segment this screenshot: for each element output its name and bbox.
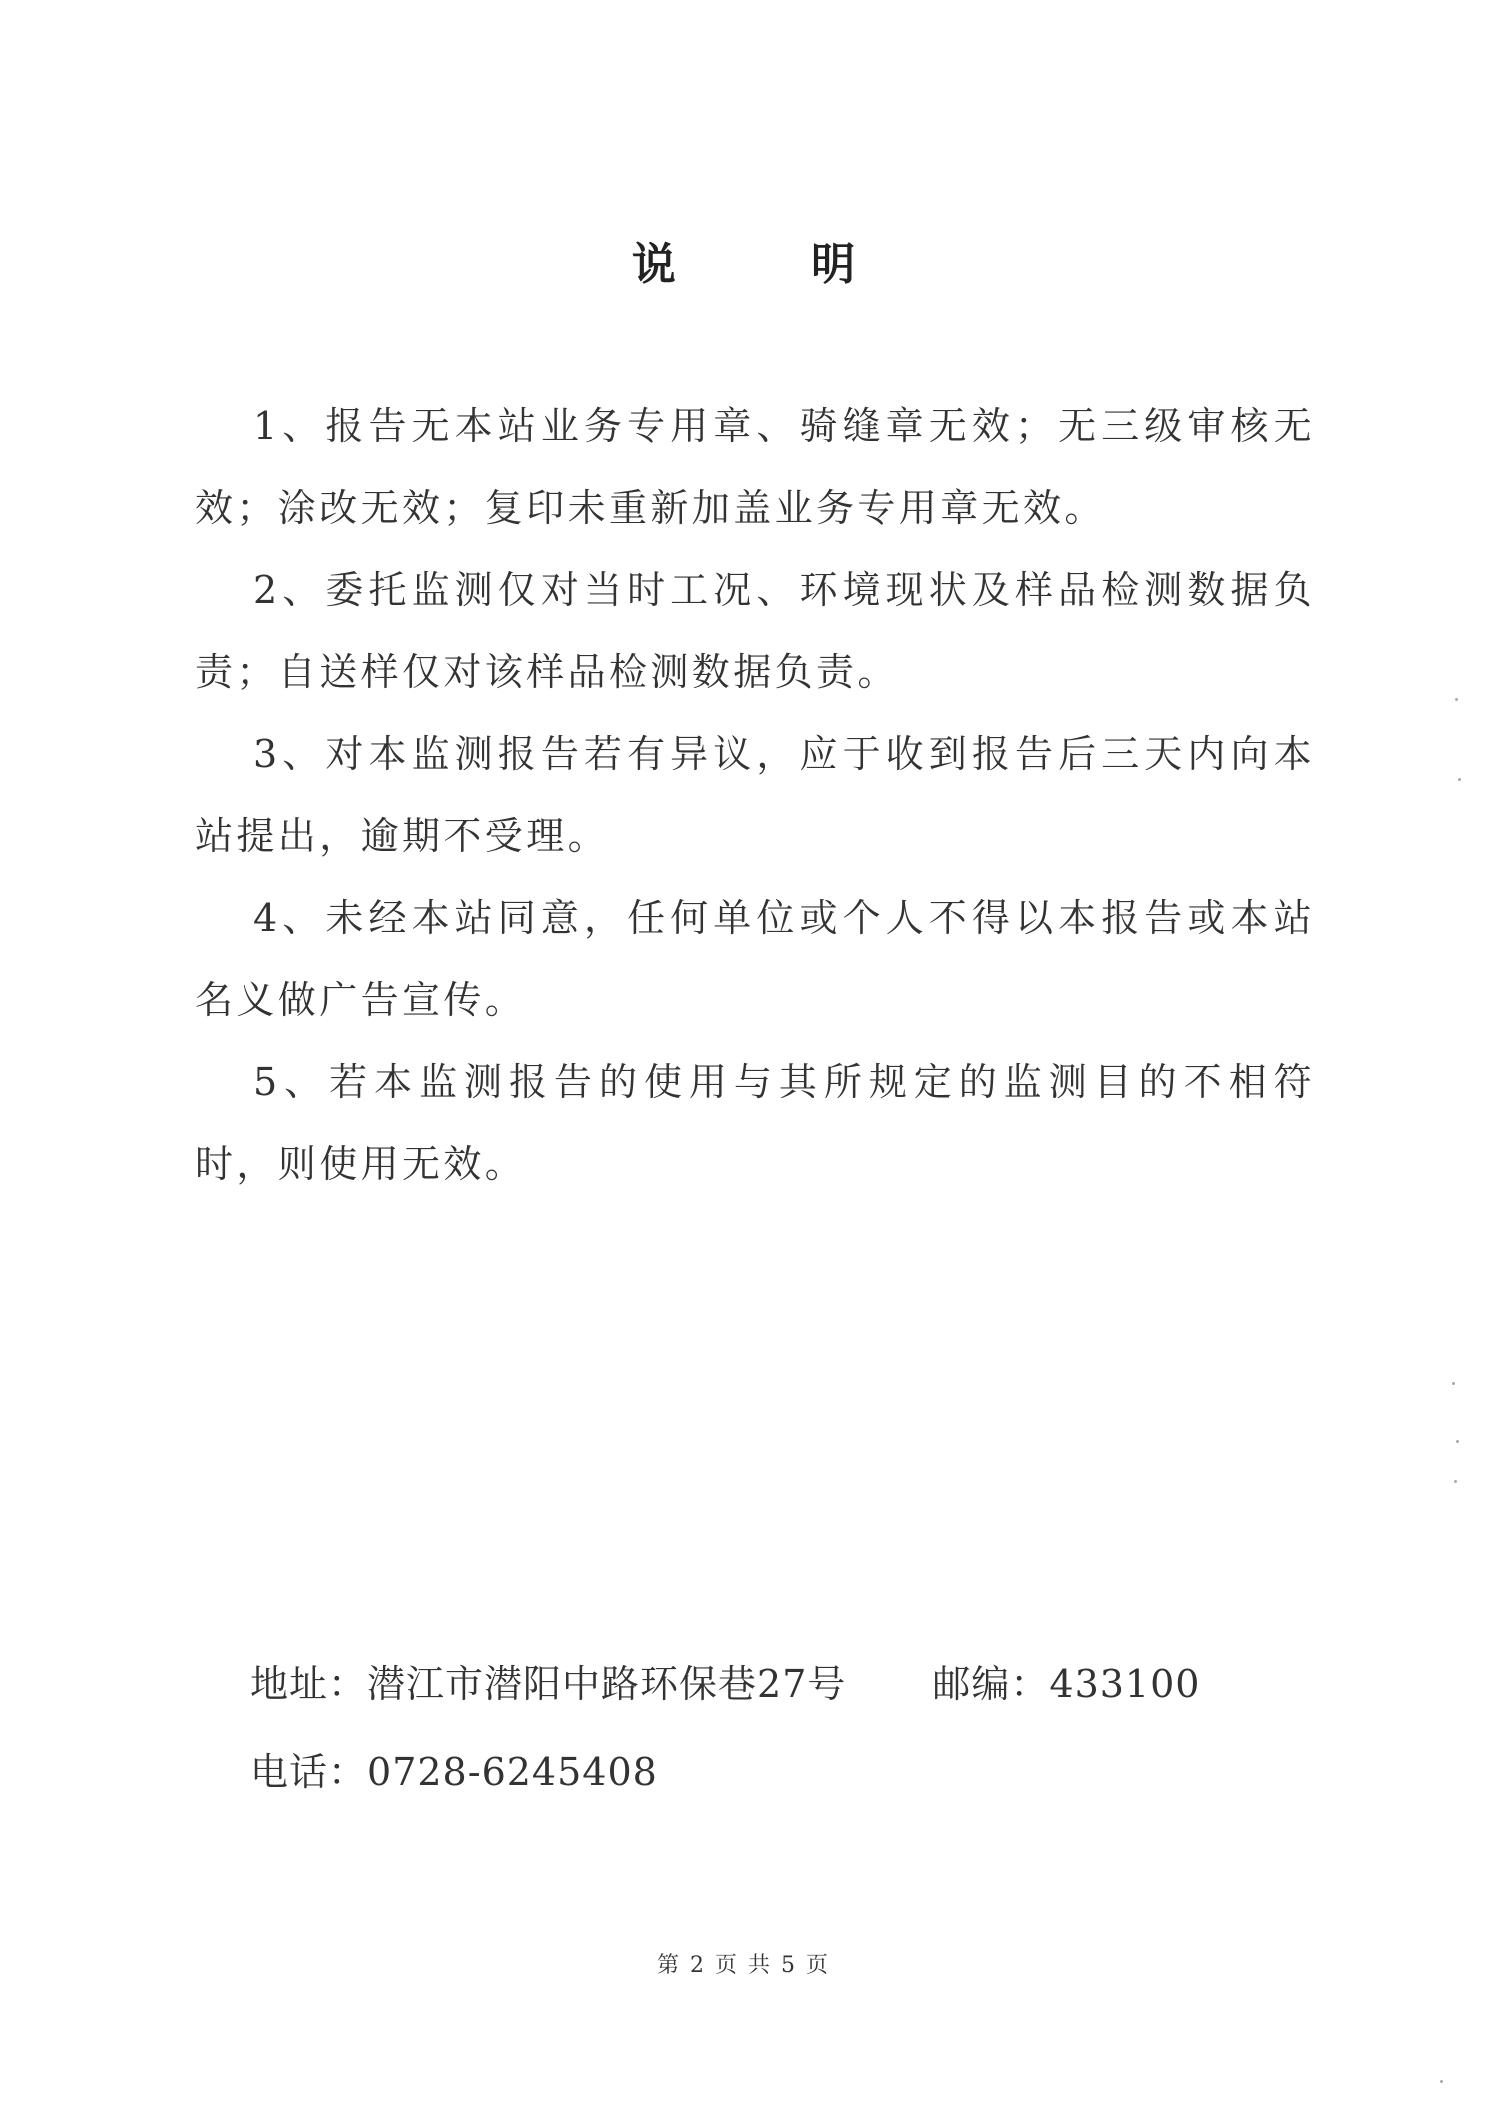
notes-list: [195, 385, 1315, 1205]
address-line: [250, 1640, 1200, 1728]
address-value: 潜江市潜阳中路环保巷27号: [367, 1662, 847, 1706]
page-number: 第 2 页 共 5 页: [657, 1953, 830, 1978]
page-title: 说 明: [631, 239, 916, 290]
note-item-4: 4、未经本站同意，任何单位或个人不得以本报告或本站名义做广告宣传。: [195, 896, 1315, 1022]
note-item-3: 3、对本监测报告若有异议，应于收到报告后三天内向本站提出，逾期不受理。: [195, 732, 1315, 858]
contact-block: [250, 1640, 1200, 1816]
address-label: 地址：: [250, 1662, 368, 1706]
phone-label: 电话：: [250, 1750, 368, 1794]
scan-speck: [1452, 1382, 1455, 1385]
scan-speck: [1455, 698, 1458, 701]
note-item-2: 2、委托监测仅对当时工况、环境现状及样品检测数据负责；自送样仅对该样品检测数据负责。: [195, 568, 1315, 694]
scan-speck: [1440, 2080, 1443, 2083]
postcode-label: 邮编：: [932, 1662, 1050, 1706]
phone-line: [250, 1728, 1200, 1816]
phone-value: 0728-6245408: [367, 1750, 658, 1794]
scan-speck: [1458, 778, 1461, 781]
scan-speck: [1456, 1440, 1459, 1443]
postcode-value: 433100: [1049, 1662, 1201, 1706]
note-item-5: 5、若本监测报告的使用与其所规定的监测目的不相符时，则使用无效。: [195, 1060, 1315, 1186]
note-item-1: 1、报告无本站业务专用章、骑缝章无效；无三级审核无效；涂改无效；复印未重新加盖业务专用章无效。: [195, 404, 1315, 530]
scan-speck: [1454, 1480, 1457, 1483]
